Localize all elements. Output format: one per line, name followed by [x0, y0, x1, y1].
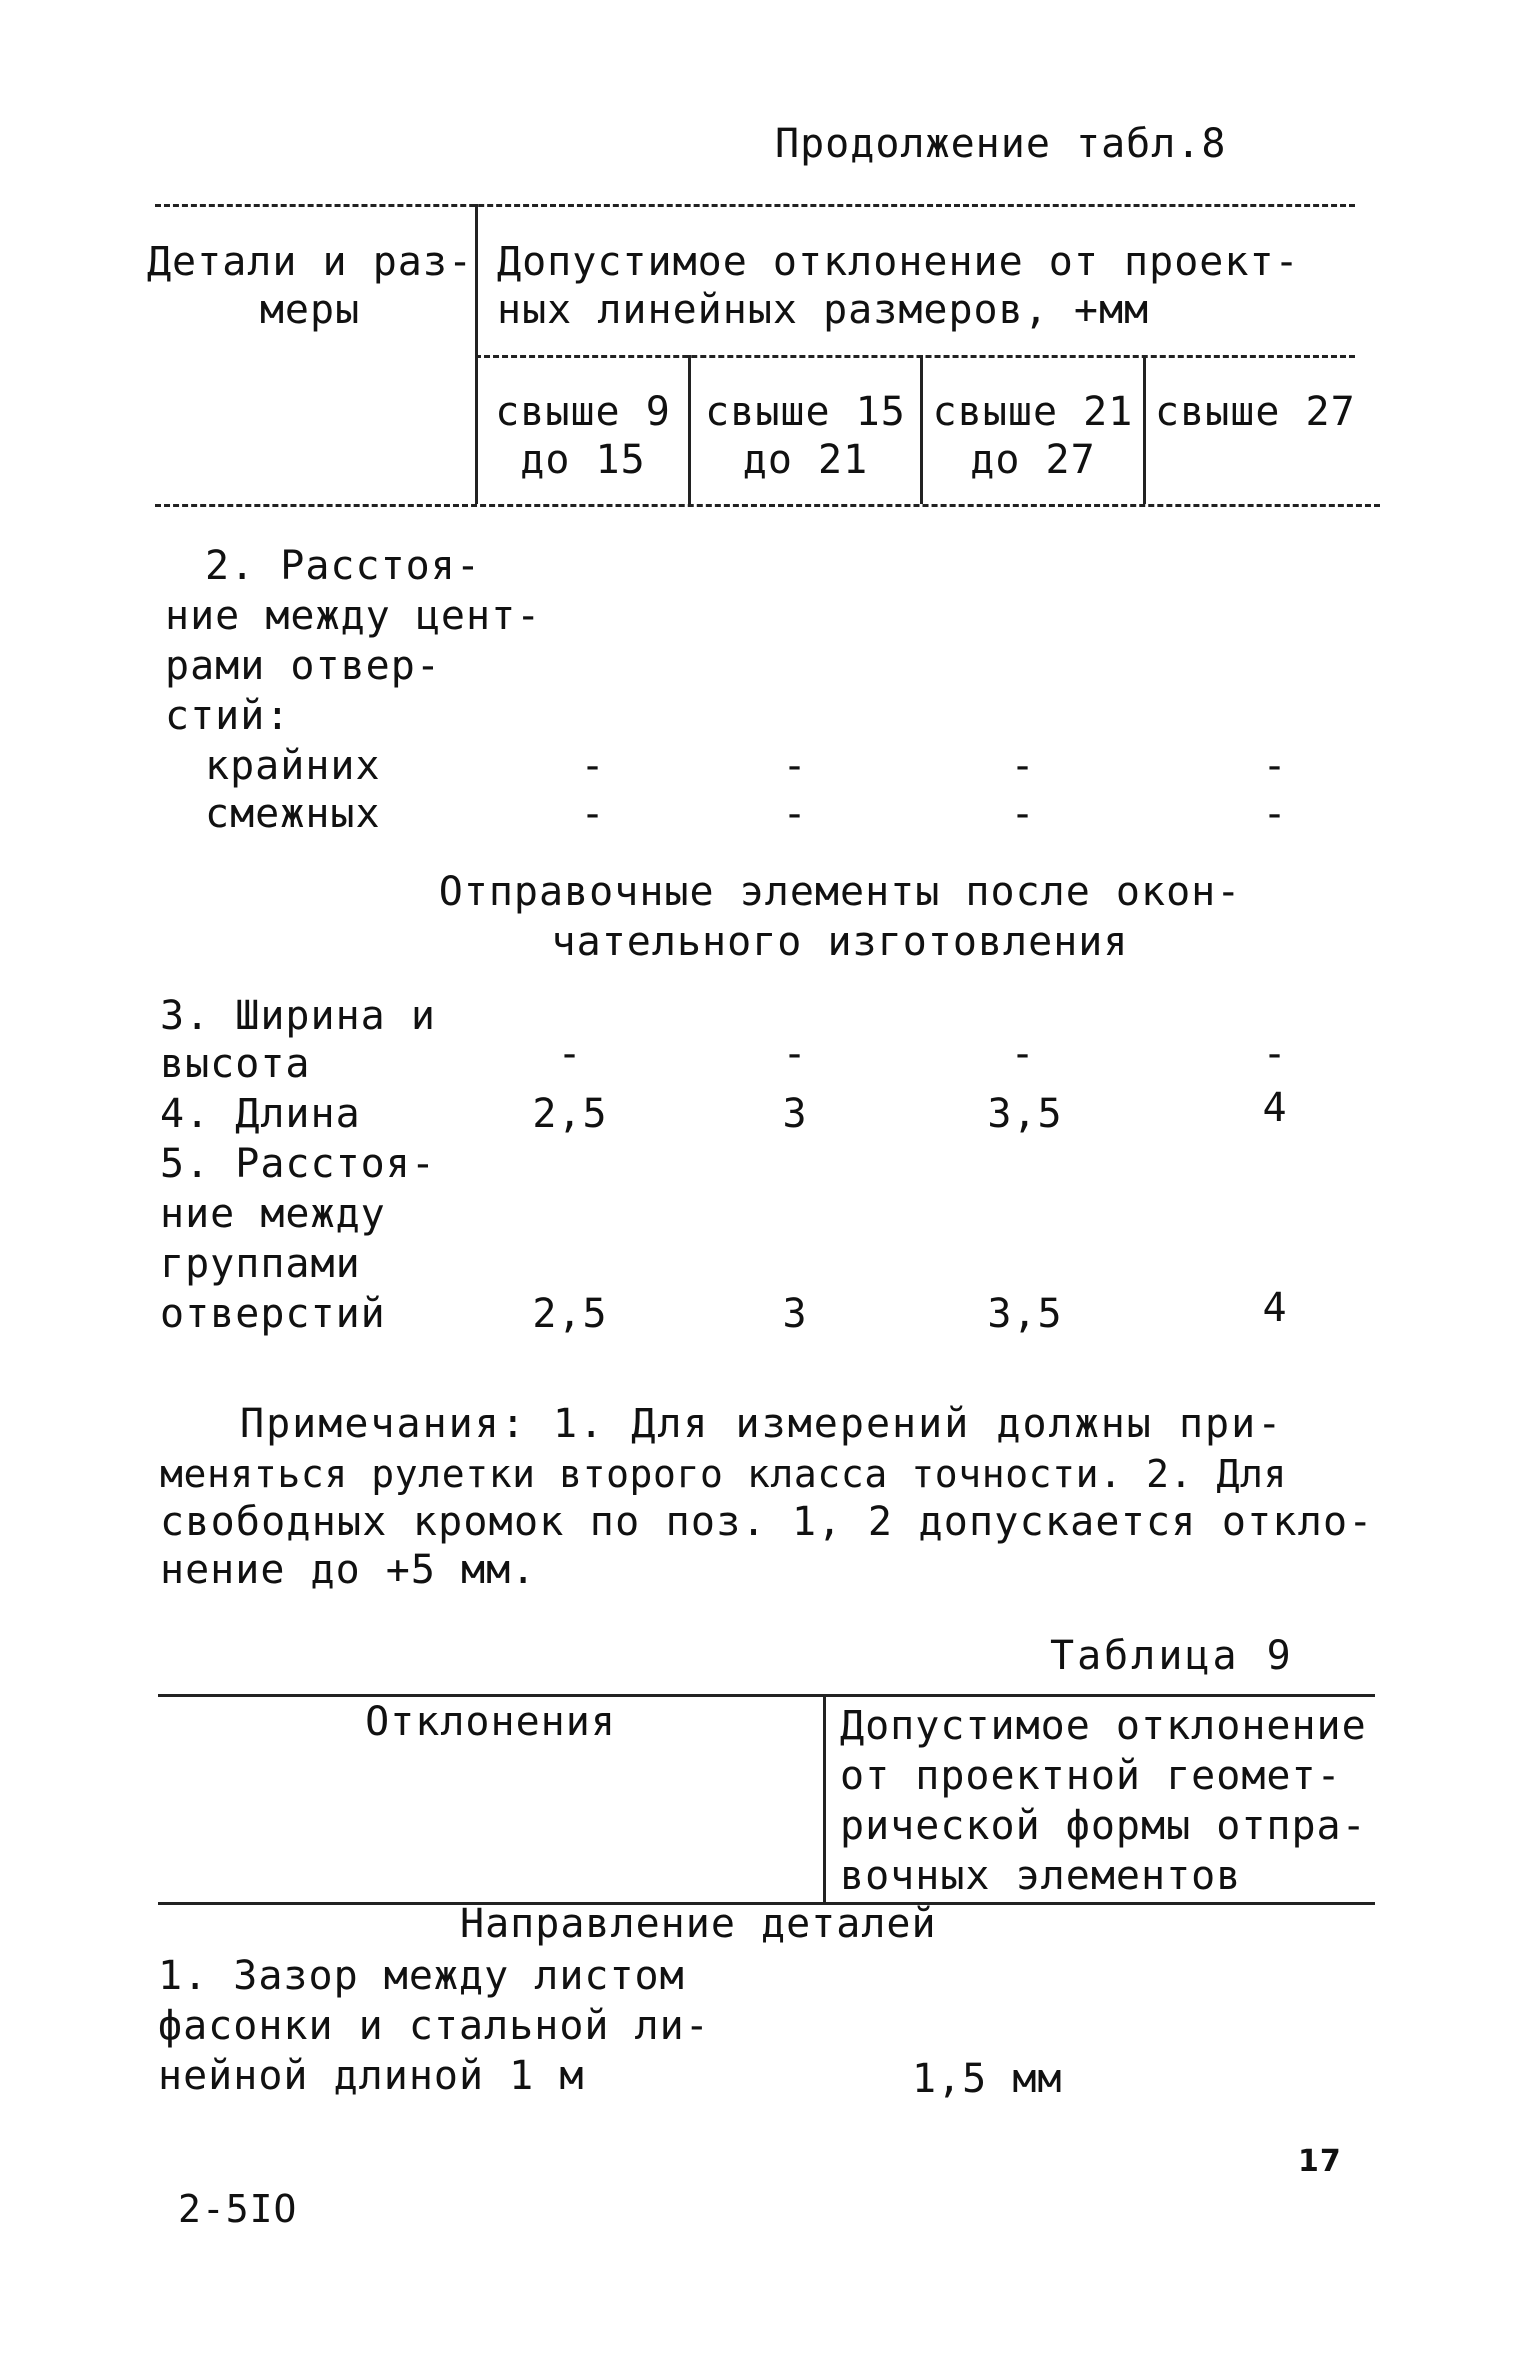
table9-caption: Таблица 9	[1050, 1633, 1294, 1679]
header-details-line1: Детали и раз-	[146, 239, 474, 285]
header-tolerance-line2: ных линейных размеров, +мм	[497, 287, 1150, 333]
header-subrule	[475, 355, 1355, 358]
range-1-line1: свыше 9	[495, 389, 671, 435]
item2-line2: ние между цент-	[165, 593, 542, 639]
notes-line3: свободных кромок по поз. 1, 2 допускается откло-	[160, 1499, 1374, 1545]
row-extreme-label: крайних	[205, 743, 381, 789]
table9-item1-line3: нейной длиной 1 м	[158, 2053, 585, 2099]
item5-line2: ние между	[160, 1191, 386, 1237]
item2-line3: рами отвер-	[165, 643, 441, 689]
row-extreme-value-4: -	[1262, 743, 1288, 789]
item5-line1: 5. Расстоя-	[160, 1141, 436, 1187]
table9-col2-header-line4: вочных элементов	[840, 1853, 1242, 1899]
item2-line1: 2. Расстоя-	[205, 543, 481, 589]
print-code: 2-5IO	[178, 2187, 298, 2231]
table9-col1-header: Отклонения	[365, 1699, 616, 1745]
table9-col2-header-line2: от проектной геомет-	[840, 1753, 1342, 1799]
item3-line2: высота	[160, 1041, 311, 1087]
header-details-line2: меры	[259, 287, 361, 333]
item4-value-4: 4	[1262, 1085, 1288, 1131]
table9-item1-line2: фасонки и стальной ли-	[158, 2003, 710, 2049]
item5-line4: отверстий	[160, 1291, 386, 1337]
range-divider-3	[1143, 355, 1146, 504]
row-adjacent-value-4: -	[1262, 791, 1288, 837]
row-adjacent-value-3: -	[1010, 791, 1036, 837]
item3-value-1: -	[557, 1031, 583, 1077]
table9-col2-header-line1: Допустимое отклонение	[840, 1703, 1367, 1749]
item3-value-2: -	[782, 1031, 808, 1077]
range-2-line1: свыше 15	[705, 389, 906, 435]
notes-line4: нение до +5 мм.	[160, 1547, 537, 1593]
range-1-line2: до 15	[520, 437, 646, 483]
item4-value-2: 3	[782, 1091, 808, 1137]
notes-line2: меняться рулетки второго класса точности. 2. Для	[160, 1452, 1287, 1496]
row-extreme-value-1: -	[580, 743, 606, 789]
item5-value-3: 3,5	[987, 1291, 1063, 1337]
item5-value-4: 4	[1262, 1285, 1288, 1331]
table9-col-divider	[823, 1694, 826, 1902]
range-3-line1: свыше 21	[932, 389, 1134, 435]
item4-label: 4. Длина	[160, 1091, 361, 1137]
row-adjacent-label: смежных	[205, 791, 381, 837]
section-title-line2: чательного изготовления	[551, 919, 1129, 965]
item3-value-4: -	[1262, 1031, 1288, 1077]
row-extreme-value-3: -	[1010, 743, 1036, 789]
range-4-line1: свыше 27	[1155, 389, 1356, 435]
range-3-line2: до 27	[970, 437, 1096, 483]
header-bottom-rule	[155, 504, 1380, 507]
item3-line1: 3. Ширина и	[160, 993, 436, 1039]
item4-value-3: 3,5	[987, 1091, 1063, 1137]
item4-value-1: 2,5	[532, 1091, 608, 1137]
row-adjacent-value-1: -	[580, 791, 606, 837]
header-tolerance-line1: Допустимое отклонение от проект-	[497, 239, 1300, 285]
range-2-line2: до 21	[742, 437, 869, 483]
item5-value-1: 2,5	[532, 1291, 608, 1337]
section-title-line1: Отправочные элементы после окон-	[438, 869, 1242, 915]
table9-section-title: Направление деталей	[460, 1901, 937, 1947]
table8-caption: Продолжение табл.8	[775, 121, 1227, 167]
table9-col2-header-line3: рической формы отпра-	[840, 1803, 1367, 1849]
item5-line3: группами	[160, 1241, 361, 1287]
row-extreme-value-2: -	[782, 743, 808, 789]
table9-item1-value: 1,5 мм	[912, 2056, 1063, 2102]
table9-item1-line1: 1. Зазор между листом	[158, 1953, 685, 1999]
item5-value-2: 3	[782, 1291, 808, 1337]
table9-top-rule	[158, 1694, 1375, 1697]
row-adjacent-value-2: -	[782, 791, 808, 837]
item2-line4: стий:	[165, 693, 291, 739]
item3-value-3: -	[1010, 1031, 1036, 1077]
notes-line1: Примечания: 1. Для измерений должны при-	[240, 1401, 1284, 1447]
page-number: 17	[1298, 2144, 1342, 2179]
table8-top-rule	[155, 204, 1355, 207]
